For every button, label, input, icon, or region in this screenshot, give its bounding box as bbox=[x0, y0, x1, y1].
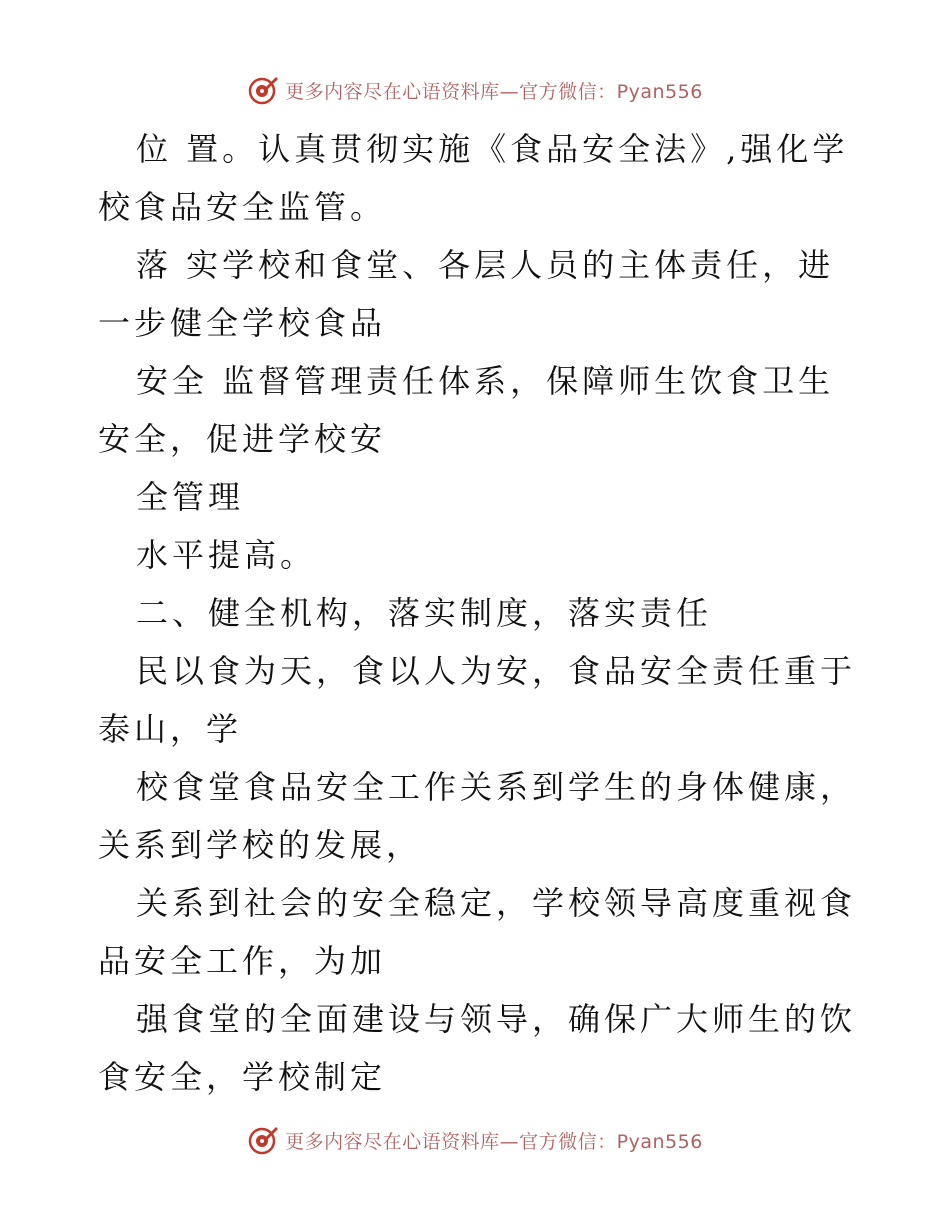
header-banner-text: 更多内容尽在心语资料库—官方微信：Pyan556 bbox=[285, 80, 703, 103]
paragraph: 位 置。认真贯彻实施《食品安全法》,强化学校食品安全监管。 bbox=[98, 130, 849, 226]
document-body bbox=[98, 120, 858, 1106]
paragraph: 民以食为天，食以人为安，食品安全责任重于泰山，学 bbox=[98, 652, 857, 748]
paragraph: 安全 监督管理责任体系，保障师生饮食卫生安全，促进学校安 bbox=[98, 362, 835, 458]
pen-logo-icon bbox=[247, 74, 279, 106]
paragraph: 落 实学校和食堂、各层人员的主体责任，进一步健全学校食品 bbox=[98, 246, 835, 342]
paragraph: 校食堂食品安全工作关系到学生的身体健康，关系到学校的发展， bbox=[98, 768, 857, 864]
section-heading: 二、健全机构，落实制度，落实责任 bbox=[136, 594, 713, 632]
footer-banner-text: 更多内容尽在心语资料库—官方微信：Pyan556 bbox=[285, 1130, 703, 1153]
paragraph: 水平提高。 bbox=[136, 536, 317, 574]
footer-banner bbox=[0, 1120, 950, 1160]
pen-logo-icon bbox=[247, 1124, 279, 1156]
paragraph: 强食堂的全面建设与领导，确保广大师生的饮食安全，学校制定 bbox=[98, 1000, 857, 1096]
paragraph: 关系到社会的安全稳定，学校领导高度重视食品安全工作，为加 bbox=[98, 884, 857, 980]
header-banner bbox=[0, 70, 950, 110]
paragraph: 全管理 bbox=[136, 478, 245, 516]
